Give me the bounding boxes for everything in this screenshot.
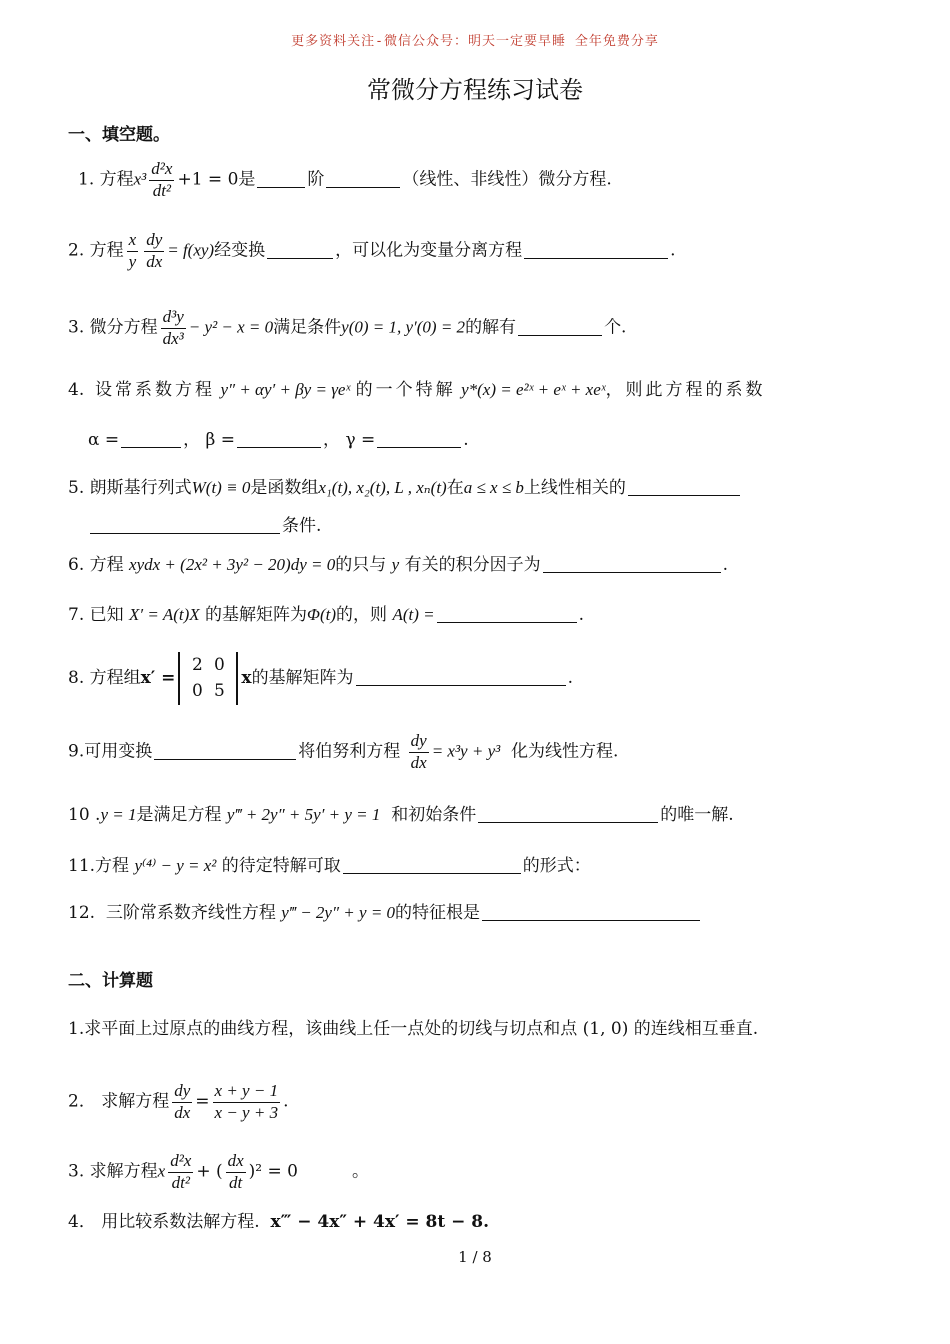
fraction: $\frac{dx}{dt}$ <box>227 1151 244 1192</box>
question-3: 3. 微分方程 $\frac{\text{d³y}}{\text{dx³}}$ − y² − x = 0满足条件y(0) = 1, y′(0) = 2的解有 个. <box>68 307 627 348</box>
question-7: 7. 已知 X′ = A(t)X 的基解矩阵为Φ(t)的，则 A(t) = . <box>68 605 585 625</box>
question-6: 6. 方程 xydx + (2x² + 3y² − 20)dy = 0的只与 y 有关的积分因子为 . <box>68 555 728 575</box>
question-8: 8. 方程组x′ =2 0 0 5x的基解矩阵为 . <box>68 652 573 705</box>
question-11: 11.方程 y⁽⁴⁾ − y = x² 的待定特解可取 的形式： <box>68 856 591 876</box>
alpha-blank[interactable] <box>121 430 181 448</box>
section-1-heading: 一、填空题。 <box>68 125 170 145</box>
gamma-blank[interactable] <box>377 430 461 448</box>
fraction: $\frac{dy}{dx}$ <box>410 731 427 772</box>
fraction: $\frac{\text{d²x}}{\text{dt²}}$ <box>170 1151 192 1192</box>
answer-blank[interactable] <box>257 170 305 188</box>
page-number: 1 / 8 <box>458 1248 492 1266</box>
problem-2: 2． 求解方程 $\frac{dy}{dx}$ = $\frac{x + y - 1}{x - y + 3}$ . <box>68 1081 289 1122</box>
fraction: $\frac{x + y - 1}{x - y + 3}$ <box>214 1081 279 1122</box>
answer-blank[interactable] <box>478 805 658 823</box>
fraction: $\frac{\text{d²x}}{\text{dt²}}$ <box>151 159 173 200</box>
answer-blank[interactable] <box>524 241 668 259</box>
beta-blank[interactable] <box>237 430 321 448</box>
answer-blank[interactable] <box>90 516 280 534</box>
question-1: 1. 方程x³ $\frac{\text{d²x}}{\text{dt²}}$ +1 = 0是 阶 （线性、非线性）微分方程. <box>78 159 612 200</box>
question-9: 9.可用变换 将伯努利方程 $\frac{dy}{dx}$ = x³y + y³ 化为线性方程. <box>68 731 619 772</box>
answer-blank[interactable] <box>356 668 566 686</box>
problem-3: 3. 求解方程x $\frac{\text{d²x}}{\text{dt²}}$ + ( $\frac{dx}{dt}$ )² = 0 。 <box>68 1151 370 1192</box>
question-5: 5. 朗斯基行列式W(t) ≡ 0是函数组x₁(t), x₂(t), L , xₙ(t)在a ≤ x ≤ b上线性相关的 <box>68 478 742 498</box>
matrix: 2 0 0 5 <box>178 652 238 705</box>
answer-blank[interactable] <box>543 555 721 573</box>
answer-blank[interactable] <box>267 241 333 259</box>
header-banner: 更多资料关注-微信公众号：明天一定要早睡 全年免费分享 <box>291 34 659 49</box>
question-5-line-2: 条件. <box>88 516 321 536</box>
question-4-line-2: α = ， β = ， γ = . <box>88 430 469 450</box>
answer-blank[interactable] <box>343 856 521 874</box>
question-10: 10 .y = 1是满足方程 y‴ + 2y″ + 5y′ + y = 1 和初始条件 的唯一解. <box>68 805 734 825</box>
answer-blank[interactable] <box>437 605 577 623</box>
answer-blank[interactable] <box>154 742 296 760</box>
answer-blank[interactable] <box>628 478 740 496</box>
problem-4: 4． 用比较系数法解方程. x‴ − 4x″ + 4x′ = 8t − 8. <box>68 1212 490 1232</box>
answer-blank[interactable] <box>518 318 602 336</box>
question-12: 12. 三阶常系数齐线性方程 y‴ − 2y″ + y = 0的特征根是 <box>68 903 702 923</box>
section-2-heading: 二、计算题 <box>68 971 153 991</box>
page-title: 常微分方程练习试卷 <box>367 76 583 104</box>
question-2: 2. 方程 $\frac{x}{y}$ $\frac{dy}{dx}$ = f(xy)经变换 ，可以化为变量分离方程 . <box>68 230 676 271</box>
question-4: 4. 设常系数方程 y″ + αy′ + βy = γeˣ 的一个特解 y*(x) = e²ˣ + eˣ + xeˣ，则此方程的系数 <box>68 380 766 400</box>
fraction: $\frac{\text{d³y}}{\text{dx³}}$ <box>162 307 184 348</box>
answer-blank[interactable] <box>326 170 400 188</box>
answer-blank[interactable] <box>482 903 700 921</box>
fraction: $\frac{x}{y}$ <box>128 230 137 271</box>
fraction: $\frac{dy}{dx}$ <box>174 1081 191 1122</box>
fraction: $\frac{dy}{dx}$ <box>146 230 163 271</box>
problem-1: 1.求平面上过原点的曲线方程，该曲线上任一点处的切线与切点和点 (1, 0) 的连线相互垂直. <box>68 1019 759 1039</box>
